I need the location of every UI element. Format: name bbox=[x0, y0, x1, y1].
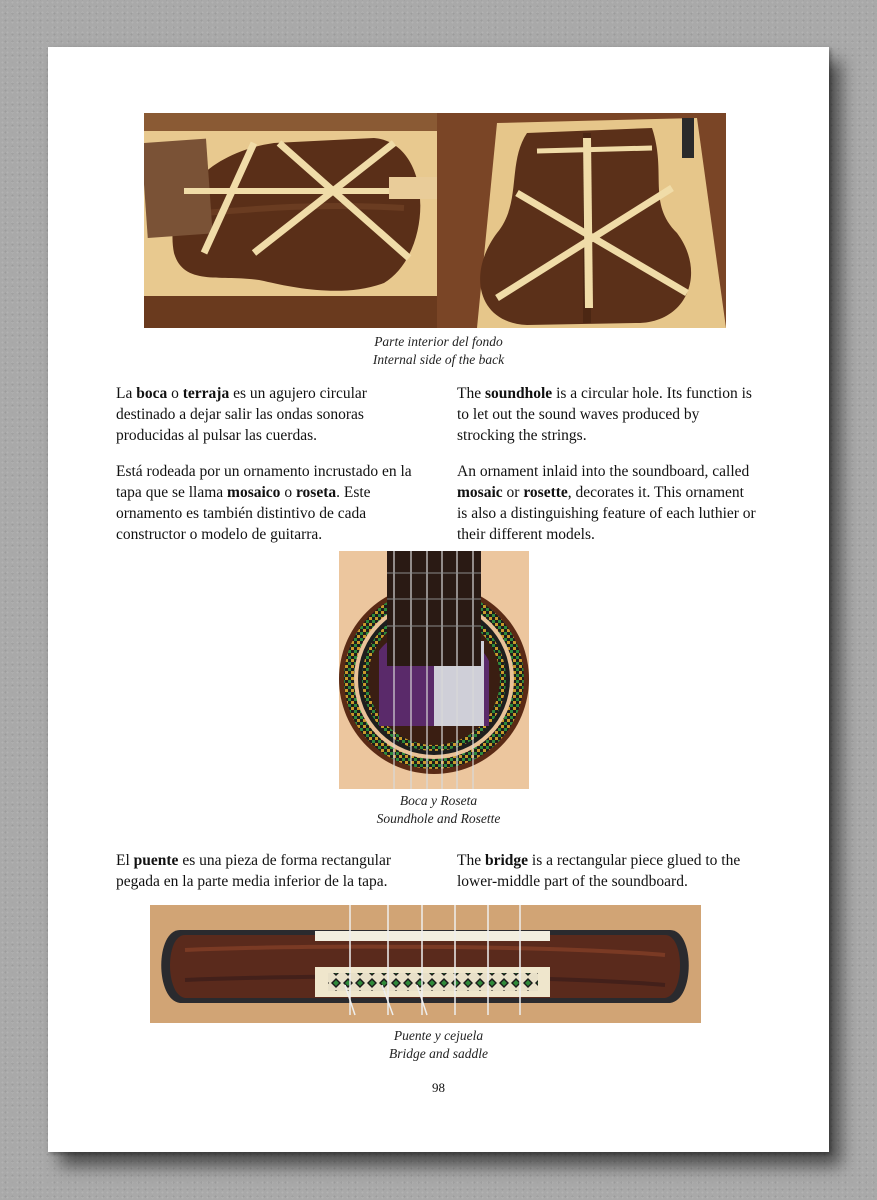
page-number: 98 bbox=[432, 1080, 445, 1095]
figure-caption-back-es: Parte interior del fondo bbox=[374, 334, 503, 349]
figure-caption-bridge-en: Bridge and saddle bbox=[389, 1046, 488, 1061]
text-run: El bbox=[116, 852, 134, 869]
paragraph-soundhole-en bbox=[457, 383, 757, 446]
term-terraja: terraja bbox=[182, 385, 230, 402]
text-run: , decorates it. This ornament is also a distinguishing feature of each luthier or their different models. bbox=[457, 484, 756, 543]
text-run: is a rectangular piece glued to the lower-middle part of the soundboard. bbox=[457, 852, 741, 890]
term-rosette: rosette bbox=[523, 484, 568, 501]
text-run: . Este ornamento es también distintivo de cada constructor o modelo de guitarra. bbox=[116, 484, 371, 543]
paragraph-rosette-es bbox=[116, 461, 416, 545]
text-run: or bbox=[502, 484, 524, 501]
term-mosaic: mosaic bbox=[457, 484, 503, 501]
term-bridge: bridge bbox=[484, 852, 529, 869]
term-mosaico: mosaico bbox=[227, 484, 281, 501]
figure-caption-bridge-es: Puente y cejuela bbox=[393, 1028, 484, 1043]
term-puente: puente bbox=[133, 852, 179, 869]
term-soundhole: soundhole bbox=[484, 385, 553, 402]
paragraph-bridge-en bbox=[457, 850, 767, 892]
text-run: An ornament inlaid into the soundboard, called bbox=[457, 463, 750, 480]
text-run: The bbox=[457, 852, 485, 869]
text-run: es una pieza de forma rectangular pegada en la parte media inferior de la tapa. bbox=[116, 852, 392, 890]
paragraph-bridge-es bbox=[116, 850, 416, 892]
soundhole-rosette-photo bbox=[339, 551, 529, 789]
text-run: The bbox=[457, 385, 485, 402]
document-page bbox=[48, 47, 829, 1152]
text-run: is a circular hole. Its function is to let out the sound waves produced by strocking the strings. bbox=[457, 385, 752, 444]
text-run: La bbox=[116, 385, 137, 402]
term-roseta: roseta bbox=[295, 484, 337, 501]
figure-caption-soundhole-en: Soundhole and Rosette bbox=[376, 811, 501, 826]
text-run: o bbox=[167, 385, 183, 402]
back-bracing-photo-left bbox=[144, 113, 437, 328]
figure-caption-soundhole-es: Boca y Roseta bbox=[399, 793, 478, 808]
paragraph-soundhole-es bbox=[116, 383, 416, 446]
text-run: Está rodeada por un ornamento incrustado en la tapa que se llama bbox=[116, 463, 412, 501]
text-run: o bbox=[280, 484, 296, 501]
figure-caption-back-en: Internal side of the back bbox=[372, 352, 505, 367]
paragraph-rosette-en bbox=[457, 461, 757, 545]
text-run: es un agujero circular destinado a dejar salir las ondas sonoras producidas al pulsar las cuerdas. bbox=[116, 385, 367, 444]
term-boca: boca bbox=[136, 385, 168, 402]
back-bracing-photo-right bbox=[437, 113, 726, 328]
bridge-saddle-photo bbox=[150, 905, 701, 1023]
